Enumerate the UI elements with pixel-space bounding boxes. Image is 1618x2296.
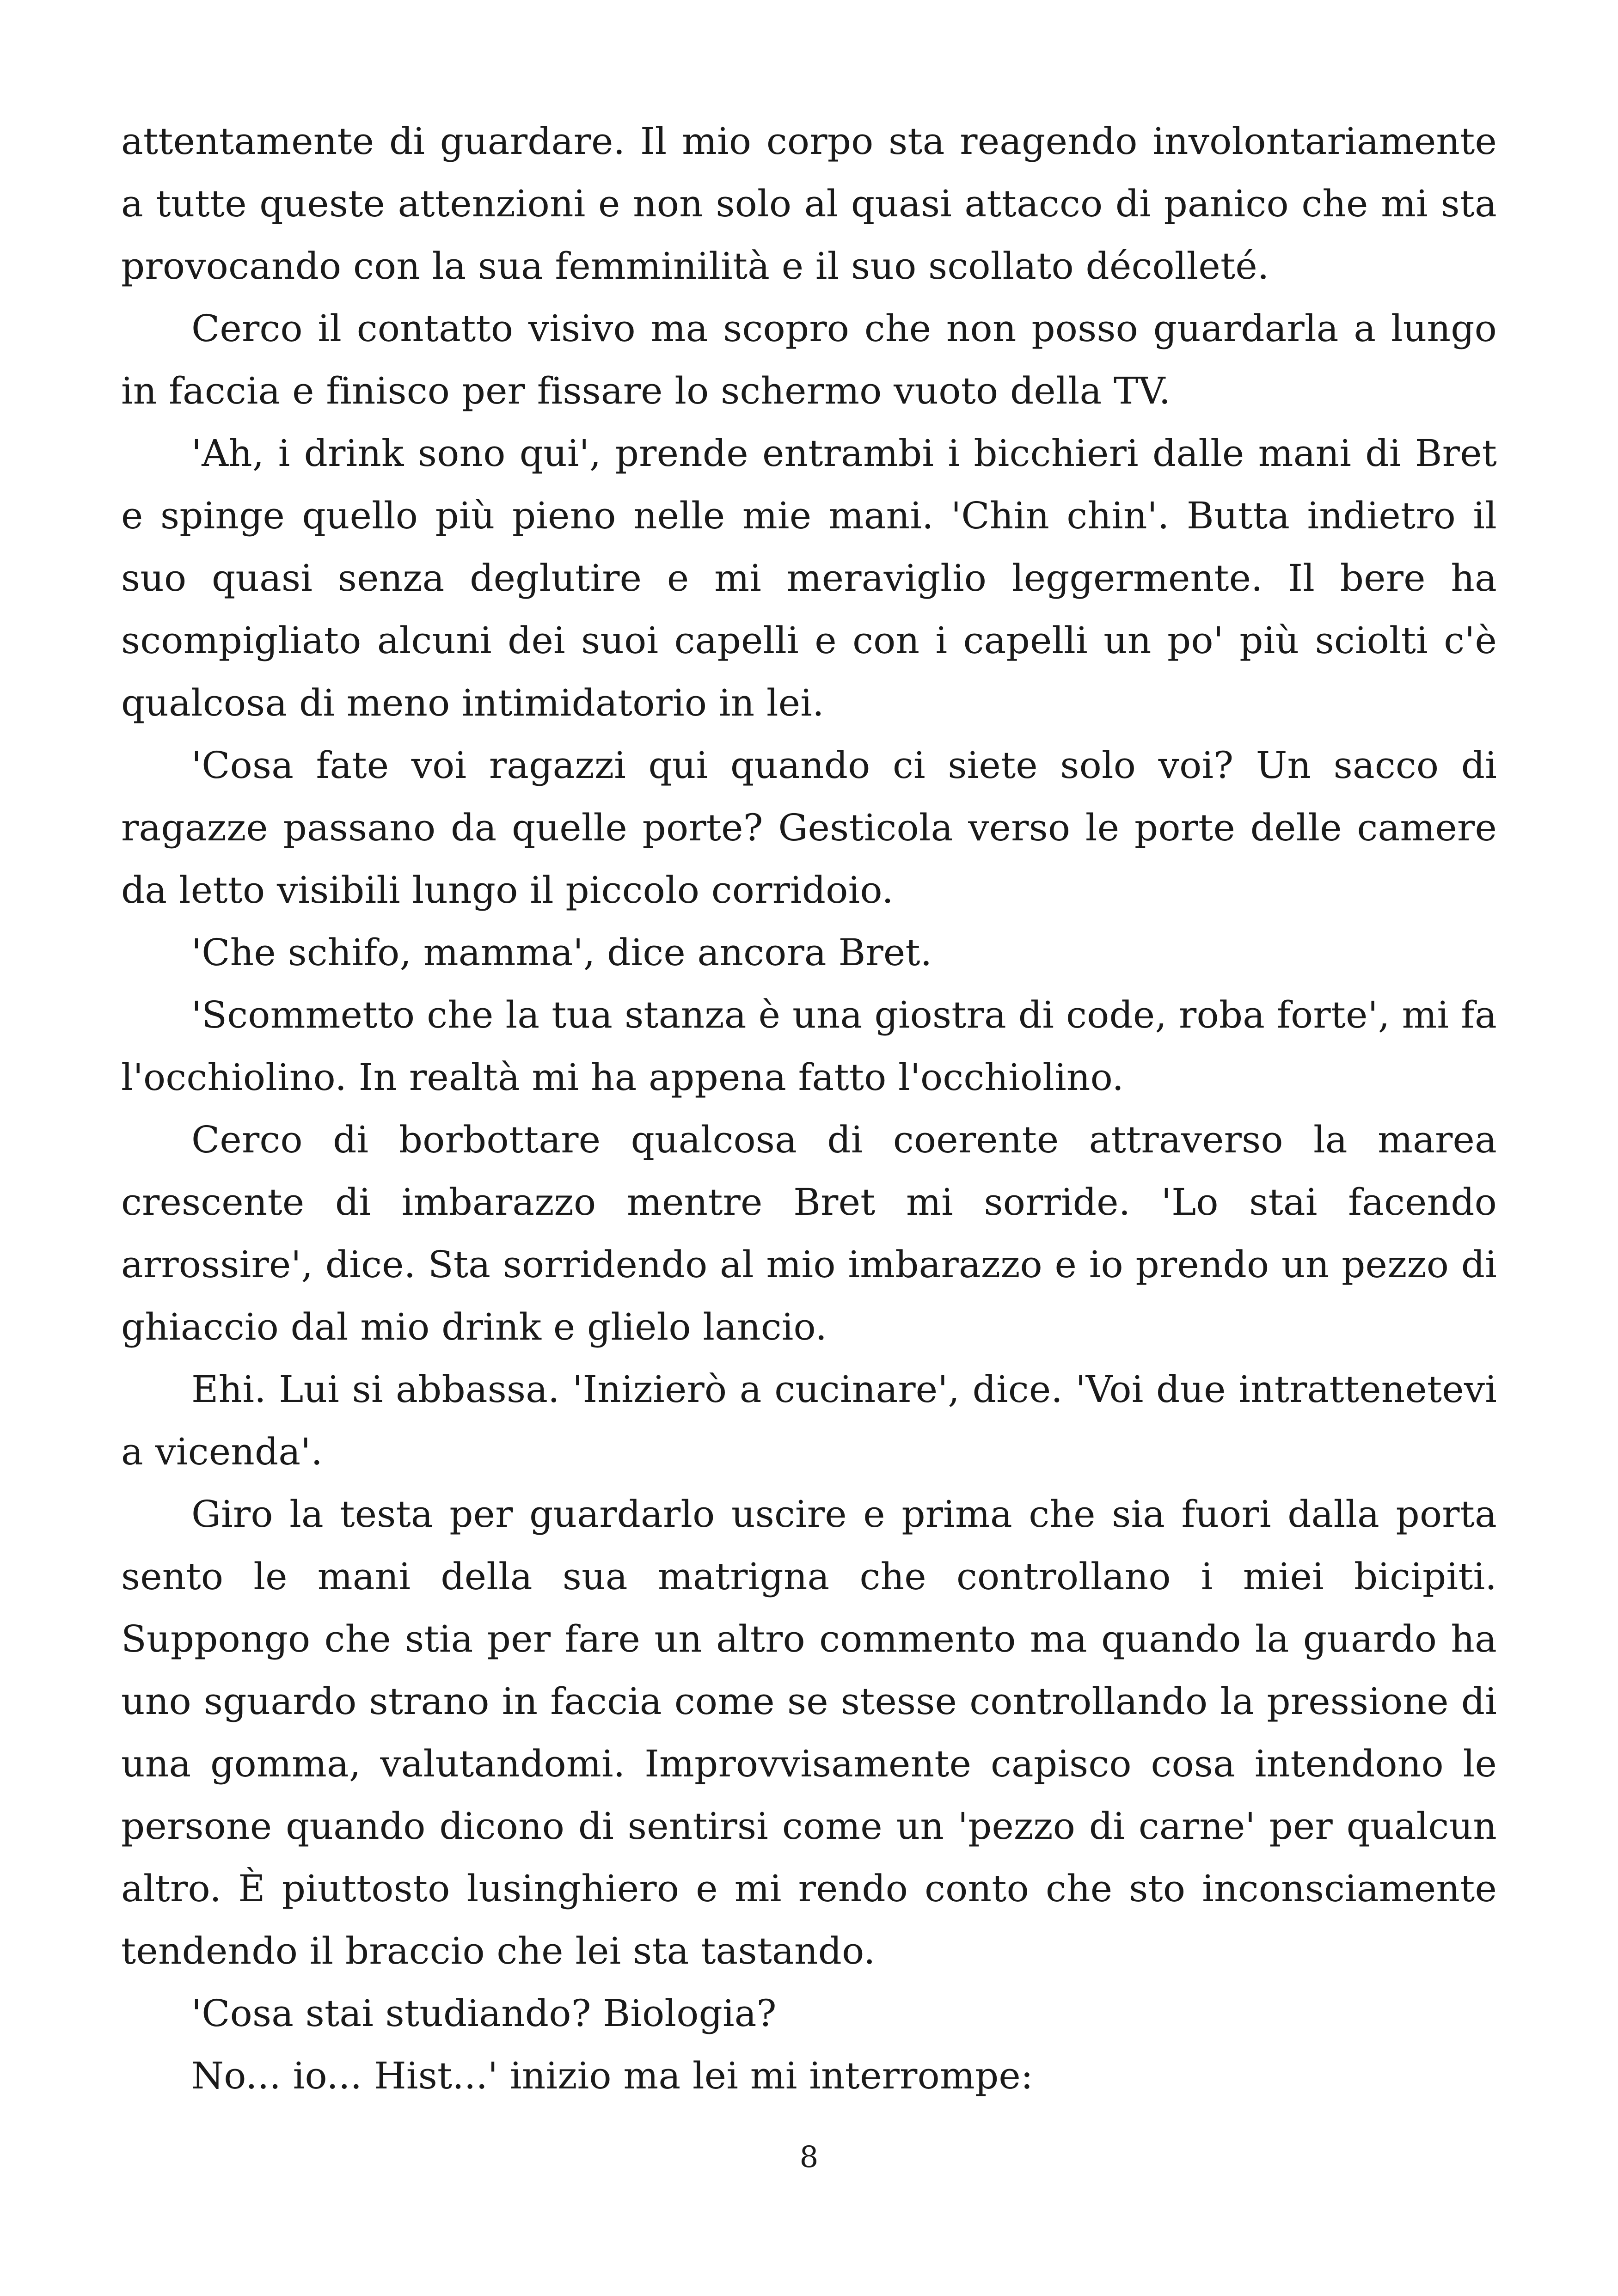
paragraph-6: 'Scommetto che la tua stanza è una giostra di code, roba forte', mi fa l'occhiolino. In realtà mi ha appena fatto l'occhiolino. (121, 993, 1497, 1099)
paragraph-11: No... io... Hist...' inizio ma lei mi interrompe: (191, 2054, 1034, 2097)
page-body (121, 110, 1497, 2107)
paragraph-5: 'Che schifo, mamma', dice ancora Bret. (191, 931, 932, 974)
paragraph-1: attentamente di guardare. Il mio corpo sta reagendo involontariamente a tutte queste attenzioni e non solo al quasi attacco di panico che mi sta provocando con la sua femminilità e il suo scollato décolleté. (121, 120, 1497, 288)
paragraph-8: Ehi. Lui si abbassa. 'Inizierò a cucinare', dice. 'Voi due intrattenetevi a vicenda'. (121, 1368, 1497, 1473)
paragraph-4: 'Cosa fate voi ragazzi qui quando ci siete solo voi? Un sacco di ragazze passano da quelle porte? Gesticola verso le porte delle camere da letto visibili lungo il piccolo corridoio. (121, 744, 1497, 912)
page-number: 8 (799, 2140, 819, 2174)
paragraph-9: Giro la testa per guardarlo uscire e prima che sia fuori dalla porta sento le mani della sua matrigna che controllano i miei bicipiti. Suppongo che stia per fare un altro commento ma quando la guardo ha uno sguardo strano in faccia come se stesse controllando la pressione di una gomma, valutandomi. Improvvisamente capisco cosa intendono le persone quando dicono di sentirsi come un 'pezzo di carne' per qualcun altro. È piuttosto lusinghiero e mi rendo conto che sto inconsciamente tendendo il braccio che lei sta tastando. (121, 1493, 1497, 1972)
paragraph-10: 'Cosa stai studiando? Biologia? (191, 1992, 777, 2035)
paragraph-2: Cerco il contatto visivo ma scopro che non posso guardarla a lungo in faccia e finisco per fissare lo schermo vuoto della TV. (121, 307, 1497, 412)
paragraph-3: 'Ah, i drink sono qui', prende entrambi i bicchieri dalle mani di Bret e spinge quello più pieno nelle mie mani. 'Chin chin'. Butta indietro il suo quasi senza deglutire e mi meraviglio leggermente. Il bere ha scompigliato alcuni dei suoi capelli e con i capelli un po' più sciolti c'è qualcosa di meno intimidatorio in lei. (121, 432, 1497, 724)
paragraph-7: Cerco di borbottare qualcosa di coerente attraverso la marea crescente di imbarazzo mentre Bret mi sorride. 'Lo stai facendo arrossire', dice. Sta sorridendo al mio imbarazzo e io prendo un pezzo di ghiaccio dal mio drink e glielo lancio. (121, 1118, 1497, 1348)
